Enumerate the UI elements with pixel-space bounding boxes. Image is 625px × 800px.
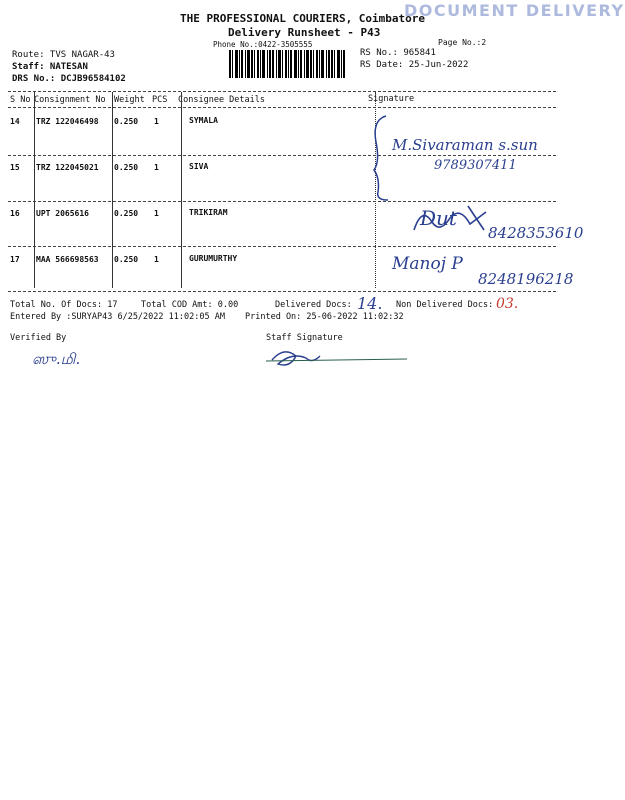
row-consignee: GURUMURTHY [189, 254, 238, 263]
row-consignment: TRZ 122046498 [36, 117, 99, 126]
row-consignment: UPT 2065616 [36, 209, 89, 218]
verified-signature: ஸு.மி. [32, 350, 81, 368]
signature-phone: 9789307411 [434, 158, 517, 173]
col-header-consignment: Consignment No [34, 95, 106, 105]
col-header-sno: S No [10, 95, 31, 105]
col-header-pcs: PCS [152, 95, 168, 105]
row-consignment: MAA 566698563 [36, 255, 99, 264]
col-divider [34, 92, 35, 288]
row-sno: 15 [10, 163, 20, 172]
row-weight: 0.250 [114, 255, 139, 264]
entered-by: Entered By :SURYAP43 6/25/2022 11:02:05 AM [10, 312, 225, 322]
row-weight: 0.250 [114, 117, 139, 126]
table-bottom-rule [8, 291, 556, 292]
table-top-rule [8, 91, 556, 92]
row-weight: 0.250 [114, 163, 139, 172]
signature-name: M.Sivaraman s.sun [392, 136, 538, 154]
delivered-docs-label: Delivered Docs: [275, 300, 352, 310]
route-label: Route: TVS NAGAR-43 [12, 50, 115, 60]
verified-by-label: Verified By [10, 333, 67, 343]
staff-signature-scribble-icon [262, 342, 412, 372]
col-divider [181, 92, 182, 288]
rs-date: RS Date: 25-Jun-2022 [360, 60, 469, 70]
row-consignee: TRIKIRAM [189, 208, 228, 217]
signature-name: Manoj P [392, 254, 463, 274]
row-separator [8, 246, 556, 247]
document-delivery-stamp: DOCUMENT DELIVERY [404, 1, 625, 20]
row-pcs: 1 [154, 117, 159, 126]
page-number: Page No.:2 [438, 38, 487, 47]
printed-on: Printed On: 25-06-2022 11:02:32 [245, 312, 404, 322]
runsheet-barcode [229, 50, 351, 78]
bracket-mark-icon [366, 112, 396, 202]
staff-label: Staff: NATESAN [12, 62, 88, 72]
non-delivered-docs-label: Non Delivered Docs: [396, 300, 494, 310]
row-separator [8, 155, 556, 156]
runsheet-title: Delivery Runsheet - P43 [228, 26, 381, 39]
row-sno: 14 [10, 117, 20, 126]
col-header-weight: Weight [114, 95, 145, 105]
phone-number: Phone No.:0422-3505555 [213, 40, 313, 49]
signature-scribble-icon [410, 200, 490, 240]
row-weight: 0.250 [114, 209, 139, 218]
total-docs: Total No. Of Docs: 17 [10, 300, 118, 310]
col-header-consignee: Consignee Details [178, 95, 265, 105]
signature-phone: 8248196218 [478, 270, 574, 288]
drs-number: DRS No.: DCJB96584102 [12, 74, 126, 84]
staff-signature-label: Staff Signature [266, 333, 343, 343]
row-pcs: 1 [154, 163, 159, 172]
rs-number: RS No.: 965841 [360, 48, 436, 58]
total-cod: Total COD Amt: 0.00 [141, 300, 239, 310]
signature-phone: 8428353610 [488, 224, 584, 242]
signature-name: Dut [420, 206, 457, 230]
row-consignment: TRZ 122045021 [36, 163, 99, 172]
row-consignee: SYMALA [189, 116, 218, 125]
row-consignee: SIVA [189, 162, 209, 171]
row-pcs: 1 [154, 255, 159, 264]
row-pcs: 1 [154, 209, 159, 218]
col-header-signature: Signature [368, 94, 415, 104]
non-delivered-docs-value: 03. [496, 296, 519, 312]
col-divider [112, 92, 113, 288]
row-sno: 16 [10, 209, 20, 218]
company-name: THE PROFESSIONAL COURIERS, Coimbatore [180, 12, 426, 25]
header-bottom-rule [8, 107, 556, 108]
row-sno: 17 [10, 255, 20, 264]
delivered-docs-value: 14. [357, 294, 383, 313]
